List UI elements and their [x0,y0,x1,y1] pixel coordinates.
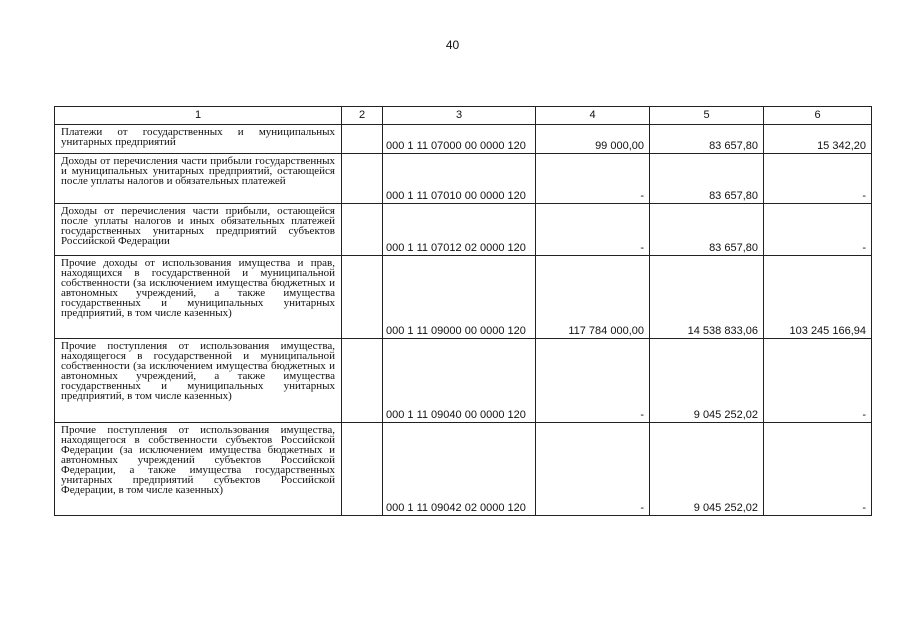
row-col2 [342,423,383,516]
row-name: Платежи от государственных и муниципальных унитарных предприятий [55,125,342,154]
row-col2 [342,154,383,204]
row-col2 [342,204,383,256]
row-col5: 83 657,80 [650,154,764,204]
row-col5: 83 657,80 [650,204,764,256]
revenue-table [54,106,872,516]
header-cell: 5 [650,107,764,125]
row-code: 000 1 11 07012 02 0000 120 [383,204,536,256]
row-col5: 9 045 252,02 [650,339,764,423]
row-name: Доходы от перечисления части прибыли государственных и муниципальных унитарных предприятий, остающейся после уплаты налогов и обязательных платежей [55,154,342,204]
row-name: Прочие поступления от использования имущества, находящегося в государственной и муниципальной собственности (за исключением имущества бюджетных и автономных учреждений, а также имущества государственных и муниципальных унитарных предприятий, в том числе казенных) [55,339,342,423]
row-code: 000 1 11 07000 00 0000 120 [383,125,536,154]
table-row [55,125,872,154]
row-col6: - [764,423,872,516]
row-name: Доходы от перечисления части прибыли, остающейся после уплаты налогов и иных обязательных платежей государственных унитарных предприятий субъектов Российской Федерации [55,204,342,256]
row-col2 [342,339,383,423]
row-code: 000 1 11 09000 00 0000 120 [383,256,536,339]
table-row [55,204,872,256]
table-row [55,154,872,204]
row-col2 [342,125,383,154]
row-code: 000 1 11 09040 00 0000 120 [383,339,536,423]
row-col6: 103 245 166,94 [764,256,872,339]
row-col6: - [764,339,872,423]
row-code: 000 1 11 09042 02 0000 120 [383,423,536,516]
row-col5: 83 657,80 [650,125,764,154]
table-row [55,256,872,339]
header-row [55,107,872,125]
row-code: 000 1 11 07010 00 0000 120 [383,154,536,204]
header-cell: 3 [383,107,536,125]
row-col4: - [536,154,650,204]
row-name: Прочие поступления от использования имущества, находящегося в собственности субъектов Российской Федерации (за исключением имущества бюджетных и автономных учреждений субъектов Российской Федерации, а также имущества государственных унитарных предприятий субъектов Российской Федерации, в том числе казенных) [55,423,342,516]
header-cell: 4 [536,107,650,125]
row-col5: 9 045 252,02 [650,423,764,516]
header-cell: 6 [764,107,872,125]
table-row [55,339,872,423]
row-col6: - [764,204,872,256]
row-name: Прочие доходы от использования имущества и прав, находящихся в государственной и муниципальной собственности (за исключением имущества бюджетных и автономных учреждений, а также имущества государственных и муниципальных унитарных предприятий, в том числе казенных) [55,256,342,339]
row-col4: 117 784 000,00 [536,256,650,339]
row-col5: 14 538 833,06 [650,256,764,339]
table-row [55,423,872,516]
page-number: 40 [445,38,460,52]
header-cell: 2 [342,107,383,125]
row-col4: - [536,339,650,423]
row-col6: - [764,154,872,204]
row-col4: 99 000,00 [536,125,650,154]
row-col2 [342,256,383,339]
row-col4: - [536,204,650,256]
header-cell: 1 [55,107,342,125]
row-col4: - [536,423,650,516]
row-col6: 15 342,20 [764,125,872,154]
